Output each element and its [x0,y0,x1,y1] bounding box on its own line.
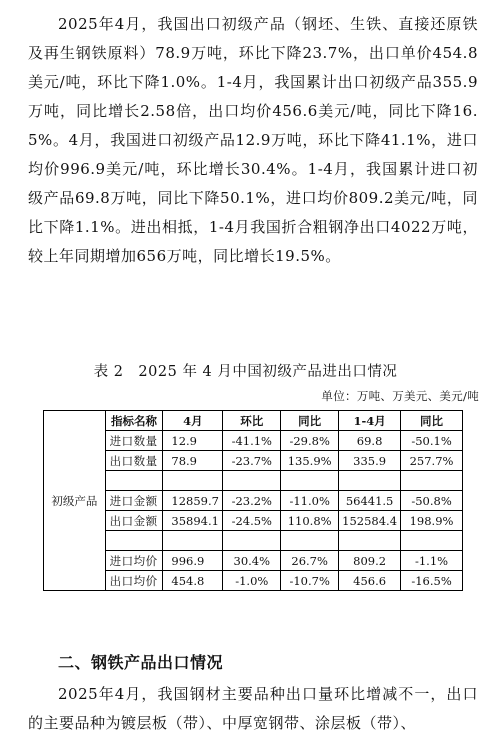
row-label: 进口数量 [105,431,163,451]
table-cell: 35894.1 [163,511,223,531]
table-cell: -1.0% [223,571,281,591]
table-cell: -23.2% [223,491,281,511]
table-cell: 257.7% [401,451,463,471]
primary-products-trade-table [43,410,463,591]
row-label: 进口均价 [105,551,163,571]
table-cell: -29.8% [281,431,339,451]
header-cell-april: 4月 [163,411,223,431]
body-paragraph-steel-exports: 2025年4月，我国钢材主要品种出口量环比增减不一，出口的主要品种为镀层板（带）、中厚宽钢带、涂层板（带）、 [28,685,478,732]
table-cell: 198.9% [401,511,463,531]
table-cell: 152584.4 [339,511,401,531]
row-label: 进口金额 [105,491,163,511]
header-cell-mom: 环比 [223,411,281,431]
table-row [44,431,463,451]
header-cell-indicator: 指标名称 [105,411,163,431]
table-cell: 12.9 [163,431,223,451]
row-label: 出口金额 [105,511,163,531]
table-cell: -16.5% [401,571,463,591]
table-cell: 12859.7 [163,491,223,511]
table-cell: -50.8% [401,491,463,511]
table-cell: -50.1% [401,431,463,451]
table-spacer-row [44,471,463,491]
table-row [44,571,463,591]
header-cell-jan-apr: 1-4月 [339,411,401,431]
table-cell: 335.9 [339,451,401,471]
table-cell: -10.7% [281,571,339,591]
table-row [44,491,463,511]
table-spacer-row [44,531,463,551]
body-paragraph-primary-products: 2025年4月，我国出口初级产品（钢坯、生铁、直接还原铁及再生钢铁原料）78.9万吨，环比下降23.7%，出口单价454.8美元/吨，环比下降1.0%。1-4月，我国累计出口初级产品355.9万吨，同比增长2.58倍，出口均价456.6美元/吨，同比下降16.5%。4月，我国进口初级产品12.9万吨，环比下降41.1%，进口均价996.9美元/吨，环比增长30.4%。1-4月，我国累计进口初级产品69.8万吨，同比下降50.1%，进口均价809.2美元/吨，同比下降1.1%。进出相抵，1-4月我国折合粗钢净出口4022万吨，较上年同期增加656万吨，同比增长19.5%。 [28,15,478,265]
table-cell: 135.9% [281,451,339,471]
table-cell: 456.6 [339,571,401,591]
table-cell: 996.9 [163,551,223,571]
table-header-row [44,411,463,431]
header-cell-yoy-cumulative: 同比 [401,411,463,431]
table-row [44,511,463,531]
row-label: 出口数量 [105,451,163,471]
group-label-cell: 初级产品 [44,411,106,591]
table-cell: 69.8 [339,431,401,451]
table-row [44,451,463,471]
table-cell: 809.2 [339,551,401,571]
table-cell: 110.8% [281,511,339,531]
table-unit-note: 单位：万吨、万美元、美元/吨 [321,389,479,403]
table-cell: 56441.5 [339,491,401,511]
section-heading: 二、钢铁产品出口情况 [58,653,224,672]
table-row [44,551,463,571]
table-cell: -23.7% [223,451,281,471]
header-cell-yoy: 同比 [281,411,339,431]
table-cell: -24.5% [223,511,281,531]
table-cell: -41.1% [223,431,281,451]
table-caption: 表 2 2025 年 4 月中国初级产品进出口情况 [93,364,398,380]
table-cell: -11.0% [281,491,339,511]
table-cell: 454.8 [163,571,223,591]
table-cell: 30.4% [223,551,281,571]
table-cell: -1.1% [401,551,463,571]
table-cell: 78.9 [163,451,223,471]
table-cell: 26.7% [281,551,339,571]
row-label: 出口均价 [105,571,163,591]
